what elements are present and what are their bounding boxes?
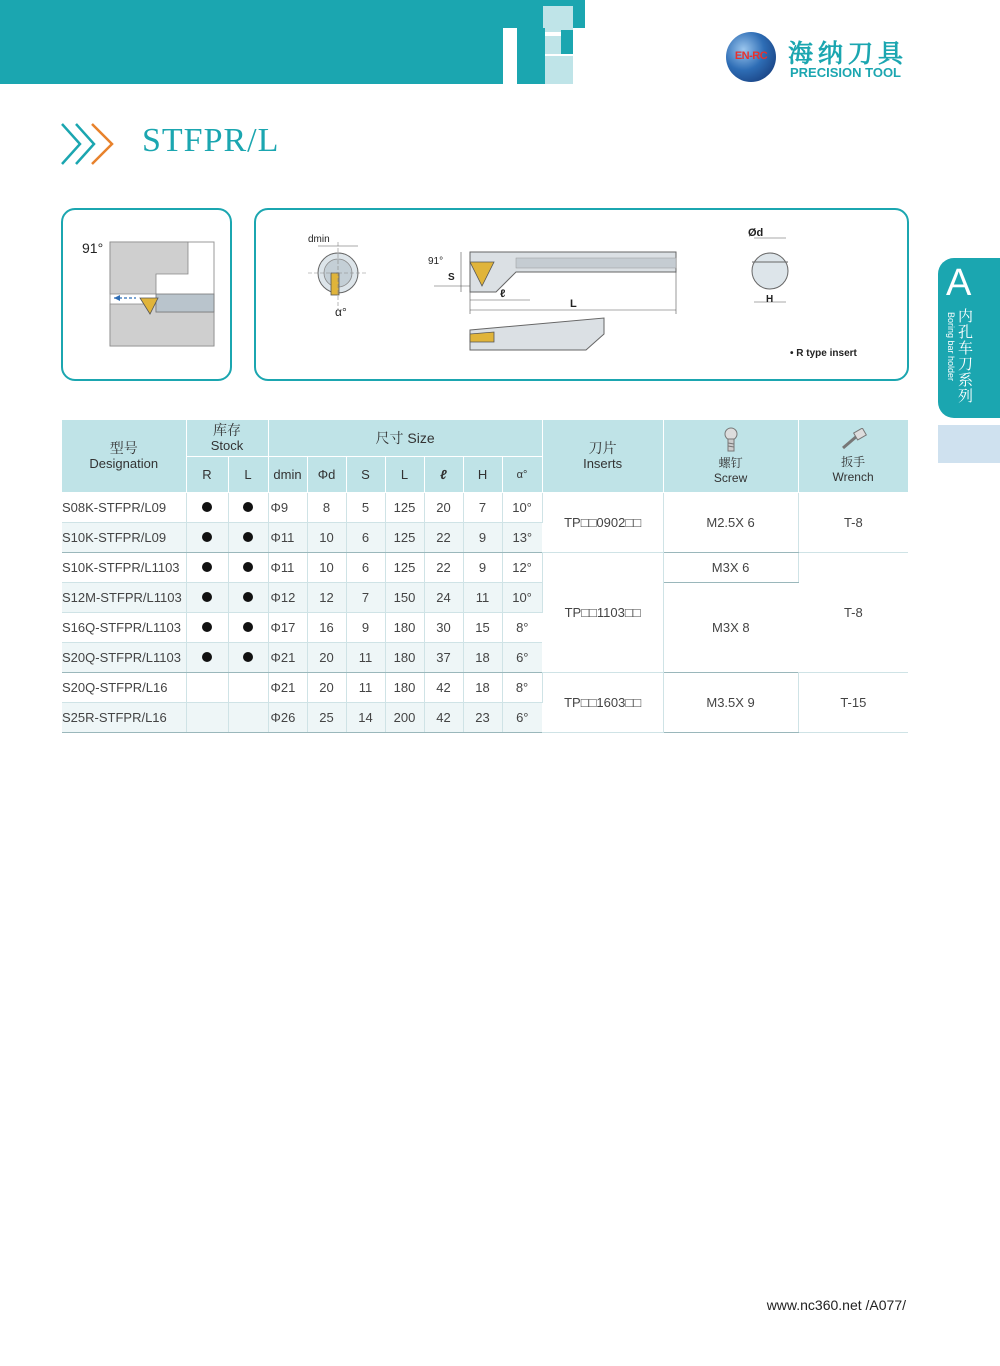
banner-square bbox=[517, 28, 545, 84]
side-angle-label: 91° bbox=[428, 256, 444, 267]
phid-cell: 20 bbox=[307, 673, 346, 703]
s-cell: 9 bbox=[346, 613, 385, 643]
h-header: H bbox=[463, 457, 502, 493]
l_len-cell: 42 bbox=[424, 673, 463, 703]
insert-cell: TP□□0902□□ bbox=[542, 493, 663, 553]
l_len-cell: 24 bbox=[424, 583, 463, 613]
brand-name-cn: 海纳刀具 bbox=[788, 39, 909, 68]
L-cell: 180 bbox=[385, 643, 424, 673]
stock-r-cell bbox=[186, 703, 228, 733]
stock-header-cn: 库存 bbox=[213, 422, 241, 438]
alpha-cell: 8° bbox=[502, 673, 542, 703]
l-small-dimension-label: ℓ bbox=[500, 288, 506, 300]
L-cell: 180 bbox=[385, 613, 424, 643]
stock-l-cell bbox=[228, 583, 268, 613]
stock-r-cell bbox=[186, 583, 228, 613]
table-row bbox=[62, 673, 908, 703]
s-cell: 14 bbox=[346, 703, 385, 733]
dmin-cell: Φ11 bbox=[268, 553, 307, 583]
stock-l-cell bbox=[228, 493, 268, 523]
specification-table bbox=[62, 420, 909, 733]
designation-cell: S25R-STFPR/L16 bbox=[62, 703, 186, 733]
alpha-cell: 13° bbox=[502, 523, 542, 553]
dmin-cell: Φ21 bbox=[268, 673, 307, 703]
stock-r-cell bbox=[186, 673, 228, 703]
designation-cell: S20Q-STFPR/L16 bbox=[62, 673, 186, 703]
size-header: 尺寸 Size bbox=[268, 420, 542, 457]
stock-l-cell bbox=[228, 643, 268, 673]
s-dimension-label: S bbox=[448, 272, 455, 283]
dmin-cell: Φ9 bbox=[268, 493, 307, 523]
dmin-header: dmin bbox=[268, 457, 307, 493]
h-cell: 18 bbox=[463, 643, 502, 673]
alpha-label: α° bbox=[335, 305, 347, 319]
phid-cell: 8 bbox=[307, 493, 346, 523]
L-cell: 125 bbox=[385, 493, 424, 523]
logo-globe-text: EN-RC bbox=[734, 50, 768, 62]
L-cell: 125 bbox=[385, 553, 424, 583]
wrench-icon bbox=[839, 428, 867, 452]
page-title: STFPR/L bbox=[142, 122, 280, 159]
banner-square bbox=[545, 56, 573, 84]
stock-r-cell bbox=[186, 553, 228, 583]
section-tab-label-en: Boring bar holder bbox=[946, 312, 956, 382]
s-header: S bbox=[346, 457, 385, 493]
L-cell: 200 bbox=[385, 703, 424, 733]
stock-r-cell bbox=[186, 523, 228, 553]
designation-cell: S08K-STFPR/L09 bbox=[62, 493, 186, 523]
cutting-diagram bbox=[96, 238, 220, 352]
l_len-cell: 37 bbox=[424, 643, 463, 673]
stock-l-cell bbox=[228, 523, 268, 553]
insert-type-note: • R type insert bbox=[790, 348, 857, 359]
stock-r-header: R bbox=[186, 457, 228, 493]
L-header: L bbox=[385, 457, 424, 493]
wrench-header bbox=[798, 420, 908, 493]
screw-cell: M2.5X 6 bbox=[663, 493, 798, 553]
phid-header: Φd bbox=[307, 457, 346, 493]
wrench-cell: T-8 bbox=[798, 553, 908, 673]
screw-header bbox=[663, 420, 798, 493]
screw-header-en: Screw bbox=[713, 470, 748, 485]
l-header: ℓ bbox=[424, 457, 463, 493]
wrench-header-cn: 扳手 bbox=[841, 454, 866, 469]
in-stock-dot-icon bbox=[243, 562, 253, 572]
in-stock-dot-icon bbox=[202, 592, 212, 602]
alpha-cell: 6° bbox=[502, 703, 542, 733]
h-cell: 9 bbox=[463, 523, 502, 553]
designation-header-en: Designation bbox=[89, 456, 159, 471]
banner-square bbox=[543, 6, 573, 32]
alpha-cell: 12° bbox=[502, 553, 542, 583]
table-row bbox=[62, 583, 908, 613]
banner-square bbox=[545, 36, 561, 54]
phid-cell: 25 bbox=[307, 703, 346, 733]
screw-cell: M3X 8 bbox=[663, 583, 798, 673]
insert-cell: TP□□1103□□ bbox=[542, 553, 663, 673]
designation-cell: S20Q-STFPR/L1103 bbox=[62, 643, 186, 673]
banner-square bbox=[561, 30, 573, 54]
designation-cell: S10K-STFPR/L1103 bbox=[62, 553, 186, 583]
stock-header bbox=[186, 420, 268, 457]
stock-l-cell bbox=[228, 673, 268, 703]
L-dimension-label: L bbox=[570, 298, 577, 310]
phid-cell: 20 bbox=[307, 643, 346, 673]
l_len-cell: 30 bbox=[424, 613, 463, 643]
section-tab-label-cn: 内孔车刀系列 bbox=[958, 307, 974, 405]
phid-cell: 10 bbox=[307, 553, 346, 583]
alpha-header: α° bbox=[502, 457, 542, 493]
dmin-cell: Φ17 bbox=[268, 613, 307, 643]
specification-table-body bbox=[62, 493, 908, 733]
L-cell: 180 bbox=[385, 673, 424, 703]
h-dimension-label: H bbox=[766, 294, 774, 305]
in-stock-dot-icon bbox=[202, 652, 212, 662]
h-cell: 18 bbox=[463, 673, 502, 703]
h-cell: 9 bbox=[463, 553, 502, 583]
h-cell: 15 bbox=[463, 613, 502, 643]
wrench-cell: T-8 bbox=[798, 493, 908, 553]
l_len-cell: 22 bbox=[424, 523, 463, 553]
chevrons-icon bbox=[58, 120, 118, 170]
stock-r-cell bbox=[186, 613, 228, 643]
alpha-cell: 10° bbox=[502, 493, 542, 523]
L-cell: 150 bbox=[385, 583, 424, 613]
L-cell: 125 bbox=[385, 523, 424, 553]
in-stock-dot-icon bbox=[243, 622, 253, 632]
designation-cell: S16Q-STFPR/L1103 bbox=[62, 613, 186, 643]
wrench-header-en: Wrench bbox=[832, 469, 874, 484]
dmin-cell: Φ21 bbox=[268, 643, 307, 673]
stock-r-cell bbox=[186, 493, 228, 523]
top-banner bbox=[0, 0, 503, 84]
stock-l-header: L bbox=[228, 457, 268, 493]
in-stock-dot-icon bbox=[243, 592, 253, 602]
alpha-cell: 8° bbox=[502, 613, 542, 643]
inserts-header-en: Inserts bbox=[583, 456, 623, 471]
l_len-cell: 22 bbox=[424, 553, 463, 583]
section-tab-secondary[interactable] bbox=[938, 425, 1000, 463]
section-tab-letter: A bbox=[946, 262, 972, 304]
designation-header-cn: 型号 bbox=[109, 440, 138, 456]
alpha-cell: 10° bbox=[502, 583, 542, 613]
wrench-cell: T-15 bbox=[798, 673, 908, 733]
dmin-cell: Φ26 bbox=[268, 703, 307, 733]
in-stock-dot-icon bbox=[202, 502, 212, 512]
in-stock-dot-icon bbox=[243, 532, 253, 542]
h-cell: 23 bbox=[463, 703, 502, 733]
inserts-header-cn: 刀片 bbox=[588, 440, 617, 456]
screw-cell: M3X 6 bbox=[663, 553, 798, 583]
brand-name-en: PRECISION TOOL bbox=[790, 65, 901, 80]
phid-label: Ød bbox=[748, 227, 764, 239]
dmin-cell: Φ12 bbox=[268, 583, 307, 613]
s-cell: 5 bbox=[346, 493, 385, 523]
screw-icon bbox=[721, 427, 741, 453]
designation-cell: S12M-STFPR/L1103 bbox=[62, 583, 186, 613]
s-cell: 6 bbox=[346, 523, 385, 553]
s-cell: 6 bbox=[346, 553, 385, 583]
s-cell: 7 bbox=[346, 583, 385, 613]
phid-cell: 10 bbox=[307, 523, 346, 553]
phid-cell: 12 bbox=[307, 583, 346, 613]
phid-cell: 16 bbox=[307, 613, 346, 643]
insert-cell: TP□□1603□□ bbox=[542, 673, 663, 733]
stock-l-cell bbox=[228, 613, 268, 643]
footer-url: www.nc360.net /A077/ bbox=[766, 1297, 906, 1313]
screw-header-cn: 螺钉 bbox=[718, 455, 743, 470]
in-stock-dot-icon bbox=[243, 652, 253, 662]
alpha-cell: 6° bbox=[502, 643, 542, 673]
table-row bbox=[62, 553, 908, 583]
angle-label: 91° bbox=[82, 240, 104, 256]
l_len-cell: 42 bbox=[424, 703, 463, 733]
in-stock-dot-icon bbox=[202, 532, 212, 542]
in-stock-dot-icon bbox=[243, 502, 253, 512]
stock-l-cell bbox=[228, 703, 268, 733]
stock-l-cell bbox=[228, 553, 268, 583]
h-cell: 11 bbox=[463, 583, 502, 613]
s-cell: 11 bbox=[346, 643, 385, 673]
in-stock-dot-icon bbox=[202, 562, 212, 572]
dmin-label: dmin bbox=[308, 234, 330, 245]
designation-header bbox=[62, 420, 186, 493]
stock-r-cell bbox=[186, 643, 228, 673]
h-cell: 7 bbox=[463, 493, 502, 523]
screw-cell: M3.5X 9 bbox=[663, 673, 798, 733]
stock-header-en: Stock bbox=[210, 438, 244, 453]
s-cell: 11 bbox=[346, 673, 385, 703]
dmin-cell: Φ11 bbox=[268, 523, 307, 553]
in-stock-dot-icon bbox=[202, 622, 212, 632]
designation-cell: S10K-STFPR/L09 bbox=[62, 523, 186, 553]
l_len-cell: 20 bbox=[424, 493, 463, 523]
inserts-header bbox=[542, 420, 663, 493]
table-row bbox=[62, 493, 908, 523]
